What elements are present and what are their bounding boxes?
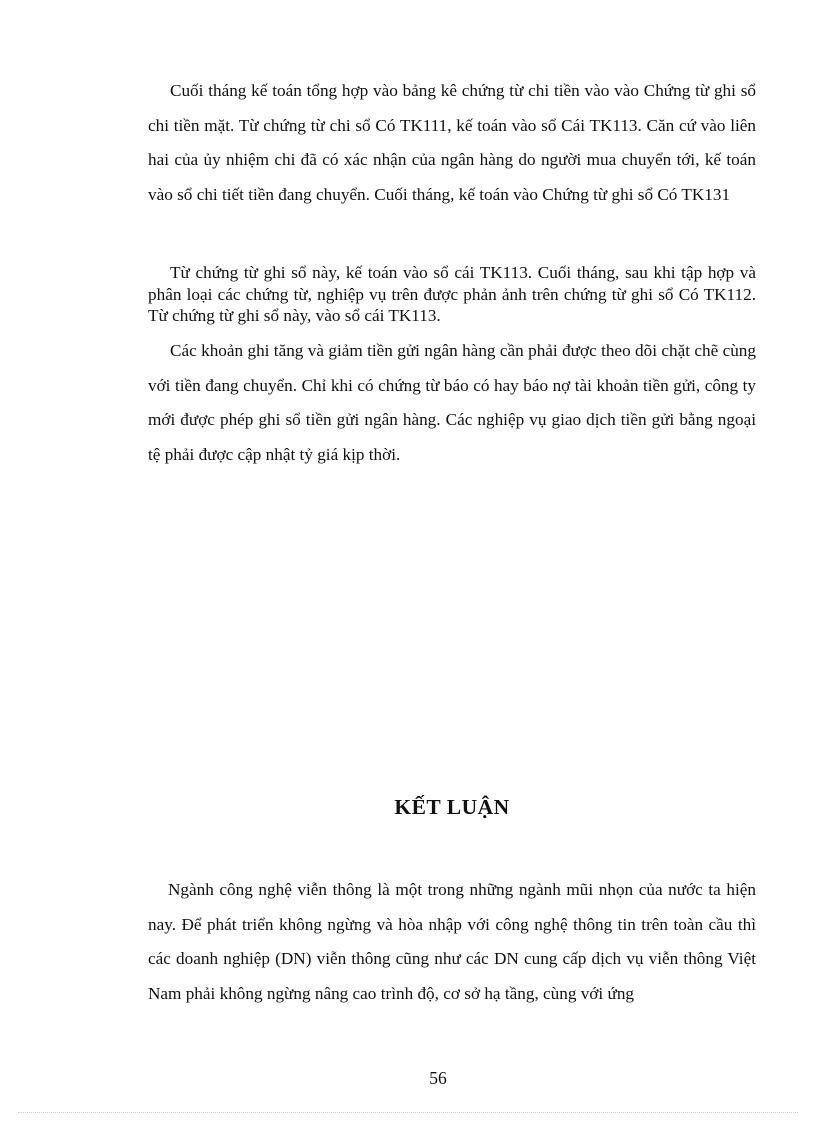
paragraph-bank-deposit-tracking: Các khoản ghi tăng và giảm tiền gửi ngân hàng cần phải được theo dõi chặt chẽ cùng với tiền đang chuyển. Chỉ khi có chứng từ báo có hay báo nợ tài khoản tiền gửi, công ty mới được phép ghi sổ tiền gửi ngân hàng. Các nghiệp vụ giao dịch tiền gửi bằng ngoại tệ phải được cập nhật tỷ giá kịp thời. (148, 341, 756, 464)
paragraph-conclusion-intro: Ngành công nghệ viễn thông là một trong những ngành mũi nhọn của nước ta hiện nay. Để phát triển không ngừng và hòa nhập với công nghệ thông tin trên toàn cầu thì các doanh nghiệp (DN) viễn thông cũng như các DN cung cấp dịch vụ viễn thông Việt Nam phải không ngừng nâng cao trình độ, cơ sở hạ tầng, cùng với ứng (148, 880, 756, 1003)
paragraph-cash-voucher-summary: Cuối tháng kế toán tổng hợp vào bảng kê chứng từ chi tiền vào vào Chứng từ ghi sổ chi tiền mặt. Từ chứng từ chi sổ Có TK111, kế toán vào sổ Cái TK113. Căn cứ vào liên hai của ủy nhiệm chi đã có xác nhận của ngân hàng do người mua chuyển tới, kế toán vào sổ chi tiết tiền đang chuyển. Cuối tháng, kế toán vào Chứng từ ghi sổ Có TK131 (148, 81, 756, 204)
paragraph-ledger-tk113: Từ chứng từ ghi sổ này, kế toán vào sổ cái TK113. Cuối tháng, sau khi tập hợp và phân loại các chứng từ, nghiệp vụ trên được phản ảnh trên chứng từ ghi sổ Có TK112. Từ chứng từ ghi sổ này, vào sổ cái TK113. (148, 263, 756, 325)
page-bottom-divider (18, 1112, 798, 1113)
section-heading-conclusion: KẾT LUẬN (394, 795, 510, 819)
page-number: 56 (429, 1068, 447, 1088)
